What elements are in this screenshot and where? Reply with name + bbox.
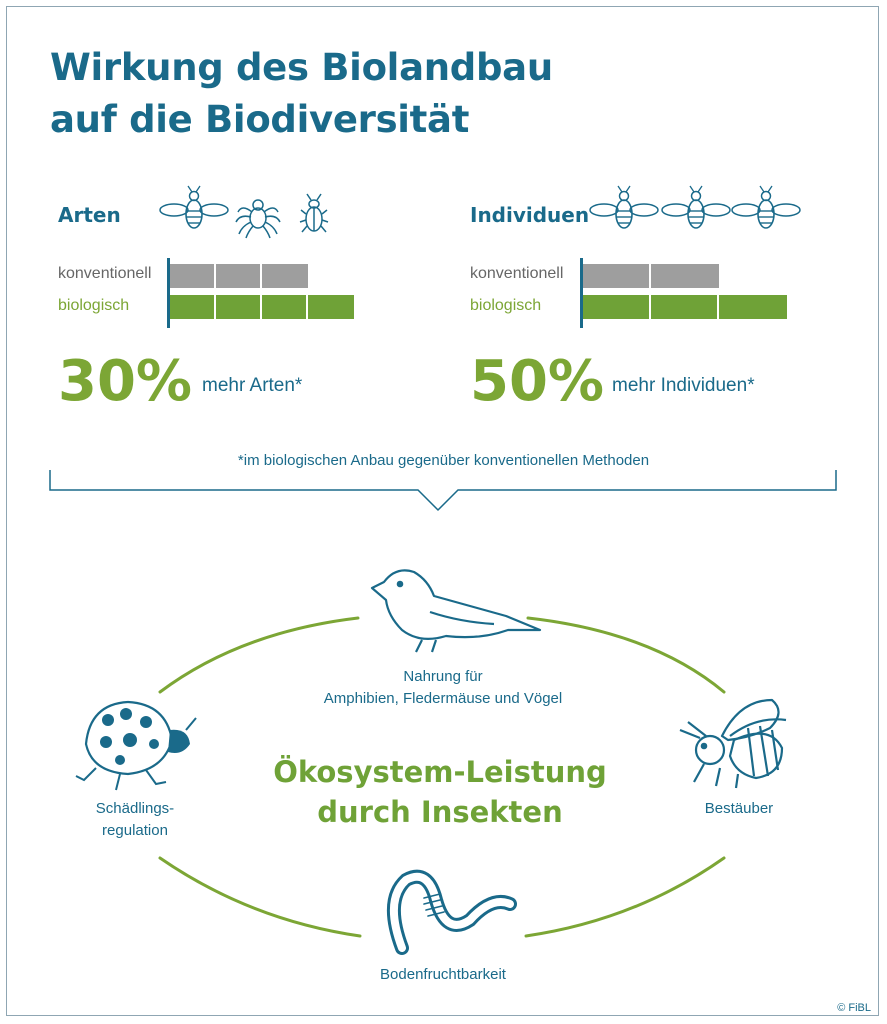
arc-bottom-right — [526, 858, 724, 936]
food-caption-line-2: Amphibien, Fledermäuse und Vögel — [323, 690, 563, 707]
individuen-conv-label: konventionell — [470, 265, 564, 282]
bee-icon — [590, 186, 658, 228]
pest-caption-line-1: Schädlings- — [95, 800, 175, 817]
individuen-bio-bar — [583, 295, 787, 319]
pest-caption — [60, 798, 210, 842]
arten-pct: 30% — [58, 349, 193, 414]
individuen-pct-text: mehr Individuen* — [612, 375, 755, 396]
food-caption-line-1: Nahrung für — [403, 668, 483, 685]
arten-conv-bar — [170, 264, 308, 288]
bar-segment — [216, 295, 262, 319]
bee-icon — [732, 186, 800, 228]
food-caption — [250, 666, 636, 710]
individuen-conv-bar — [583, 264, 719, 288]
soil-caption: Bodenfruchtbarkeit — [380, 966, 506, 983]
bar-segment — [170, 295, 216, 319]
individuen-label: Individuen — [470, 203, 590, 227]
worm-icon — [394, 877, 510, 948]
ladybug-icon — [76, 702, 196, 790]
ecosystem-title-line-1: Ökosystem-Leistung — [273, 755, 607, 789]
title-line-2: auf die Biodiversität — [50, 98, 470, 141]
bee-icon — [662, 186, 730, 228]
bird-icon — [372, 570, 540, 652]
bar-segment — [308, 295, 354, 319]
bar-segment — [262, 264, 308, 288]
bracket — [50, 470, 836, 510]
bar-segment — [583, 264, 651, 288]
bee-icon — [160, 186, 228, 228]
ecosystem-title — [200, 752, 680, 832]
bar-segment — [216, 264, 262, 288]
arc-bottom-left — [160, 858, 360, 936]
bar-segment — [651, 295, 719, 319]
bar-segment — [719, 295, 787, 319]
pollinator-caption: Bestäuber — [704, 800, 774, 817]
footnote: *im biologischen Anbau gegenüber konventionellen Methoden — [237, 452, 650, 469]
individuen-bio-label: biologisch — [470, 297, 542, 314]
bar-segment — [170, 264, 216, 288]
pest-caption-line-2: regulation — [102, 822, 168, 839]
arten-bio-label: biologisch — [58, 297, 130, 314]
ecosystem-title-line-2: durch Insekten — [317, 795, 563, 829]
beetle-icon — [300, 194, 328, 232]
arten-pct-text: mehr Arten* — [202, 375, 303, 396]
arten-bio-bar — [170, 295, 354, 319]
copyright: © FiBL — [837, 1002, 871, 1014]
bar-segment — [651, 264, 719, 288]
arten-label: Arten — [58, 203, 121, 227]
arten-conv-label: konventionell — [58, 265, 152, 282]
bee-icon — [680, 700, 786, 788]
spider-icon — [236, 200, 280, 238]
bar-segment — [583, 295, 651, 319]
bar-segment — [262, 295, 308, 319]
title-line-1: Wirkung des Biolandbau — [50, 46, 553, 89]
individuen-pct: 50% — [470, 349, 605, 414]
